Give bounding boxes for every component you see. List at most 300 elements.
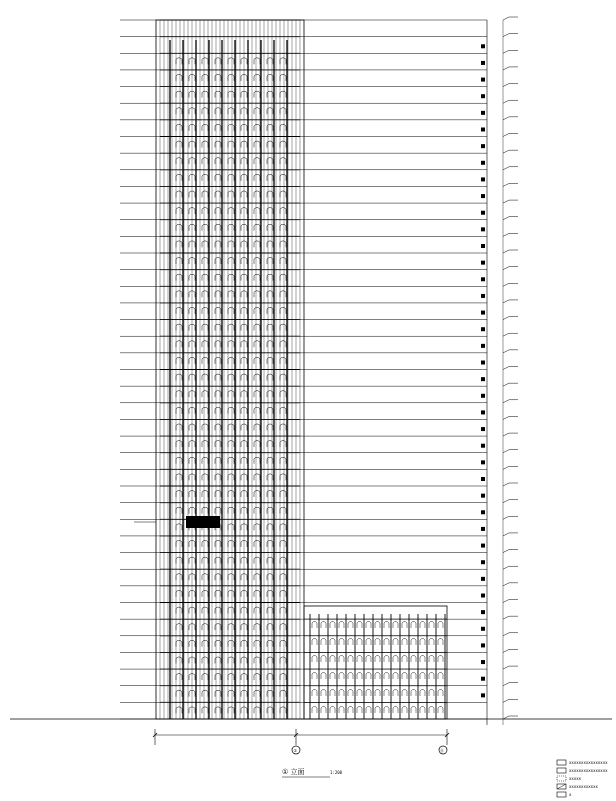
tower-window (280, 607, 286, 614)
level-marker (503, 183, 509, 186)
level-marker (503, 317, 509, 320)
level-marker (503, 616, 509, 619)
tower-window (202, 557, 208, 564)
level-number-mark (481, 577, 485, 581)
level-number-mark (481, 327, 485, 331)
podium-window (375, 622, 380, 629)
tower-window (176, 208, 182, 215)
tower-window (280, 341, 286, 348)
tower-window (228, 274, 234, 281)
tower-window (254, 540, 260, 547)
level-number-mark (481, 594, 485, 598)
tower-window (228, 341, 234, 348)
podium-window (330, 639, 335, 646)
level-marker (503, 483, 509, 486)
tower-window (280, 141, 286, 148)
podium-window (366, 656, 371, 663)
level-number-mark (481, 211, 485, 215)
tower-window (280, 407, 286, 414)
podium-window (330, 690, 335, 697)
podium-window (312, 690, 317, 697)
level-marker (503, 84, 509, 87)
tower-window (228, 674, 234, 681)
level-number-mark (481, 44, 485, 48)
podium-window (402, 639, 407, 646)
legend-item-3: xxxxx (569, 776, 582, 781)
tower-window (202, 158, 208, 165)
tower-window (176, 674, 182, 681)
legend-item-5: x (569, 792, 572, 797)
level-marker (503, 67, 509, 70)
podium-window (429, 690, 434, 697)
tower-window (254, 108, 260, 115)
tower-window (228, 374, 234, 381)
tower-window (280, 424, 286, 431)
tower-window (254, 141, 260, 148)
podium-window (429, 622, 434, 629)
podium-window (348, 707, 353, 714)
tower-window (254, 424, 260, 431)
podium-window (384, 622, 389, 629)
level-number-mark (481, 660, 485, 664)
tower-window (228, 141, 234, 148)
tower-window (254, 574, 260, 581)
level-marker (503, 383, 509, 386)
level-number-mark (481, 277, 485, 281)
tower-window (228, 391, 234, 398)
tower-window (280, 208, 286, 215)
podium-window (366, 622, 371, 629)
podium-window (348, 639, 353, 646)
tower-window (280, 274, 286, 281)
podium-window (411, 656, 416, 663)
tower-window (176, 224, 182, 231)
tower-window (280, 191, 286, 198)
tower-window (176, 74, 182, 81)
level-marker (503, 150, 509, 153)
podium-window (411, 707, 416, 714)
tower-window (280, 557, 286, 564)
tower-window (280, 374, 286, 381)
tower-window (176, 124, 182, 131)
tower-window (176, 640, 182, 647)
podium-window (393, 622, 398, 629)
tower-window (280, 291, 286, 298)
podium-window (312, 639, 317, 646)
tower-window (228, 424, 234, 431)
tower-window (254, 158, 260, 165)
tower-window (202, 307, 208, 314)
tower-window (176, 690, 182, 697)
level-number-mark (481, 560, 485, 564)
tower-window (280, 258, 286, 265)
tower-window (176, 707, 182, 714)
tower-window (254, 324, 260, 331)
level-number-mark (481, 510, 485, 514)
level-number-mark (481, 477, 485, 481)
level-marker (503, 250, 509, 253)
level-marker (503, 566, 509, 569)
podium-window (429, 656, 434, 663)
podium-window (429, 639, 434, 646)
tower-window (254, 274, 260, 281)
level-number-mark (481, 61, 485, 65)
tower-window (202, 58, 208, 65)
tower-window (280, 540, 286, 547)
podium-window (339, 656, 344, 663)
dimension-lines (153, 729, 449, 745)
tower-window (228, 590, 234, 597)
tower-window (202, 657, 208, 664)
level-number-mark (481, 227, 485, 231)
tower-window (228, 357, 234, 364)
podium-window (438, 690, 443, 697)
tower-window (202, 274, 208, 281)
legend-swatch-2 (557, 768, 566, 773)
podium-window (411, 673, 416, 680)
tower-window (228, 324, 234, 331)
level-marker (503, 34, 509, 37)
level-marker (503, 699, 509, 702)
tower-window (176, 524, 182, 531)
level-marker (503, 167, 509, 170)
level-marker (503, 233, 509, 236)
tower-window (202, 574, 208, 581)
level-marker (503, 50, 509, 53)
podium-window (366, 673, 371, 680)
tower-window (176, 374, 182, 381)
legend (557, 760, 608, 797)
podium-window (429, 707, 434, 714)
tower-window (254, 357, 260, 364)
podium-window (384, 639, 389, 646)
legend-item-4: xxxxxxxxxxxx (569, 784, 598, 789)
tower-window (202, 324, 208, 331)
tower-window (228, 557, 234, 564)
level-marker (503, 416, 509, 419)
tower-window (176, 291, 182, 298)
tower-window (228, 657, 234, 664)
tower-window (280, 657, 286, 664)
tower-window (202, 540, 208, 547)
tower-window (202, 640, 208, 647)
podium-window (420, 639, 425, 646)
legend-item-2: xxxxxxxxxxxxxxxx (569, 768, 608, 773)
tower-window (280, 474, 286, 481)
tower-window (176, 174, 182, 181)
tower-window (228, 524, 234, 531)
legend-item-1: xxxxxxxxxxxxxxxx (569, 760, 608, 765)
title-label: ① 立面 (282, 768, 305, 776)
podium-window (393, 673, 398, 680)
tower-window (280, 640, 286, 647)
tower-window (254, 341, 260, 348)
podium-window (375, 707, 380, 714)
podium-window (357, 622, 362, 629)
level-number-mark (481, 643, 485, 647)
tower-window (176, 357, 182, 364)
tower-window (202, 407, 208, 414)
tower-window (280, 391, 286, 398)
legend-swatch-3 (557, 776, 566, 781)
tower-window (202, 174, 208, 181)
level-number-mark (481, 161, 485, 165)
tower-window (176, 540, 182, 547)
tower-window (228, 540, 234, 547)
tower-window (254, 58, 260, 65)
tower-window (228, 74, 234, 81)
tower-window (202, 607, 208, 614)
tower-window (176, 491, 182, 498)
tower-window (280, 690, 286, 697)
podium-window (438, 707, 443, 714)
tower-window (228, 224, 234, 231)
podium-window (375, 673, 380, 680)
level-marker (503, 516, 509, 519)
tower-dark-band (186, 516, 220, 528)
tower-window (280, 91, 286, 98)
podium-window (402, 656, 407, 663)
tower-window (176, 274, 182, 281)
tower-window (202, 108, 208, 115)
podium-window (366, 690, 371, 697)
tower-window (176, 424, 182, 431)
tower-window (202, 674, 208, 681)
tower-window (228, 407, 234, 414)
tower-window (176, 557, 182, 564)
podium-window (330, 622, 335, 629)
tower-window (228, 507, 234, 514)
tower-window (228, 707, 234, 714)
tower-window (280, 357, 286, 364)
tower-window (280, 324, 286, 331)
tower-window (228, 241, 234, 248)
tower-window (254, 224, 260, 231)
podium-window (330, 707, 335, 714)
podium-window (321, 639, 326, 646)
level-marker (503, 333, 509, 336)
tower-window (254, 607, 260, 614)
tower-window (228, 258, 234, 265)
level-marker (503, 300, 509, 303)
tower-window (228, 291, 234, 298)
tower-window (176, 624, 182, 631)
podium-window (357, 639, 362, 646)
tower-window (202, 690, 208, 697)
level-marker (503, 716, 509, 719)
level-marker (503, 600, 509, 603)
podium-window (411, 690, 416, 697)
podium-window (339, 690, 344, 697)
tower-window (254, 590, 260, 597)
podium-window (384, 673, 389, 680)
podium-window (402, 673, 407, 680)
tower-window (254, 491, 260, 498)
tower-window (254, 291, 260, 298)
level-number-mark (481, 460, 485, 464)
level-number-mark (481, 94, 485, 98)
podium-window (339, 622, 344, 629)
tower-window (176, 657, 182, 664)
tower-window (254, 674, 260, 681)
tower-window (280, 524, 286, 531)
level-marker (503, 367, 509, 370)
tower-window (280, 58, 286, 65)
tower-window (228, 158, 234, 165)
tower-window (228, 307, 234, 314)
podium-window (393, 707, 398, 714)
podium-window (438, 656, 443, 663)
level-number-mark (481, 677, 485, 681)
tower-window (254, 258, 260, 265)
level-number-mark (481, 494, 485, 498)
tower-window (254, 457, 260, 464)
podium-window (384, 707, 389, 714)
podium-window (357, 656, 362, 663)
podium-window (375, 656, 380, 663)
level-number-mark (481, 377, 485, 381)
level-marker (503, 683, 509, 686)
podium-window (321, 690, 326, 697)
podium-window (357, 707, 362, 714)
podium-window (375, 639, 380, 646)
tower-window (254, 191, 260, 198)
tower-window (176, 91, 182, 98)
level-number-mark (481, 177, 485, 181)
podium-window (330, 656, 335, 663)
tower-window (176, 474, 182, 481)
level-marker (503, 200, 509, 203)
tower-window (202, 74, 208, 81)
tower-window (202, 374, 208, 381)
tower-window (254, 690, 260, 697)
level-marker (503, 117, 509, 120)
tower-window (176, 457, 182, 464)
podium-window (339, 639, 344, 646)
tower-window (254, 507, 260, 514)
tower-window (176, 191, 182, 198)
tower-window (280, 674, 286, 681)
tower-window (254, 91, 260, 98)
podium-window (312, 622, 317, 629)
tower-window (202, 391, 208, 398)
level-number-mark (481, 194, 485, 198)
tower-window (202, 241, 208, 248)
tower-window (228, 58, 234, 65)
tower-window (280, 174, 286, 181)
level-marker (503, 100, 509, 103)
level-number-mark (481, 261, 485, 265)
tower-window (254, 707, 260, 714)
level-number-mark (481, 361, 485, 365)
level-marker (503, 533, 509, 536)
tower-window (176, 307, 182, 314)
podium-window (420, 656, 425, 663)
tower-window (202, 457, 208, 464)
tower-window (202, 91, 208, 98)
tower-window (202, 341, 208, 348)
podium-window (321, 673, 326, 680)
tower-window (176, 574, 182, 581)
podium-window (411, 622, 416, 629)
level-marker (503, 500, 509, 503)
level-number-mark (481, 410, 485, 414)
podium-window (312, 656, 317, 663)
tower-window (280, 224, 286, 231)
level-marker (503, 17, 509, 20)
podium-window (348, 673, 353, 680)
tower-window (280, 441, 286, 448)
level-number-mark (481, 128, 485, 132)
tower-window (228, 640, 234, 647)
tower-window (280, 624, 286, 631)
level-number-mark (481, 544, 485, 548)
level-number-mark (481, 693, 485, 697)
podium-window (339, 707, 344, 714)
tower-window (228, 474, 234, 481)
level-number-mark (481, 294, 485, 298)
tower-window (280, 457, 286, 464)
level-marker (503, 550, 509, 553)
tower-window (254, 474, 260, 481)
podium-window (420, 622, 425, 629)
podium-window (357, 673, 362, 680)
podium-window (366, 707, 371, 714)
podium-window (438, 622, 443, 629)
tower-window (280, 707, 286, 714)
tower-window (176, 441, 182, 448)
podium-window (357, 690, 362, 697)
podium-window (330, 673, 335, 680)
tower-window (228, 624, 234, 631)
podium-window (402, 690, 407, 697)
tower-window (280, 574, 286, 581)
tower-window (254, 441, 260, 448)
tower-window (176, 258, 182, 265)
tower-window (228, 607, 234, 614)
grid-marker-left (292, 746, 300, 754)
podium-window (438, 639, 443, 646)
level-annotations (481, 17, 518, 725)
tower-window (176, 607, 182, 614)
tower-window (228, 457, 234, 464)
podium-window (393, 690, 398, 697)
tower-window (176, 108, 182, 115)
tower-window (228, 108, 234, 115)
level-marker (503, 466, 509, 469)
level-marker (503, 666, 509, 669)
tower-window (202, 357, 208, 364)
tower-window (254, 174, 260, 181)
level-number-mark (481, 344, 485, 348)
podium-window (420, 673, 425, 680)
tower-window (176, 241, 182, 248)
tower-window (254, 208, 260, 215)
podium-window (420, 690, 425, 697)
tower-window (202, 191, 208, 198)
tower-window (202, 208, 208, 215)
grid-marker-right (439, 746, 447, 754)
tower-window (280, 491, 286, 498)
tower-window (228, 91, 234, 98)
tower-window (254, 640, 260, 647)
podium-facade (304, 606, 447, 719)
podium-window (366, 639, 371, 646)
tower-window (254, 307, 260, 314)
podium-window (348, 656, 353, 663)
tower-window (202, 491, 208, 498)
tower-window (202, 224, 208, 231)
